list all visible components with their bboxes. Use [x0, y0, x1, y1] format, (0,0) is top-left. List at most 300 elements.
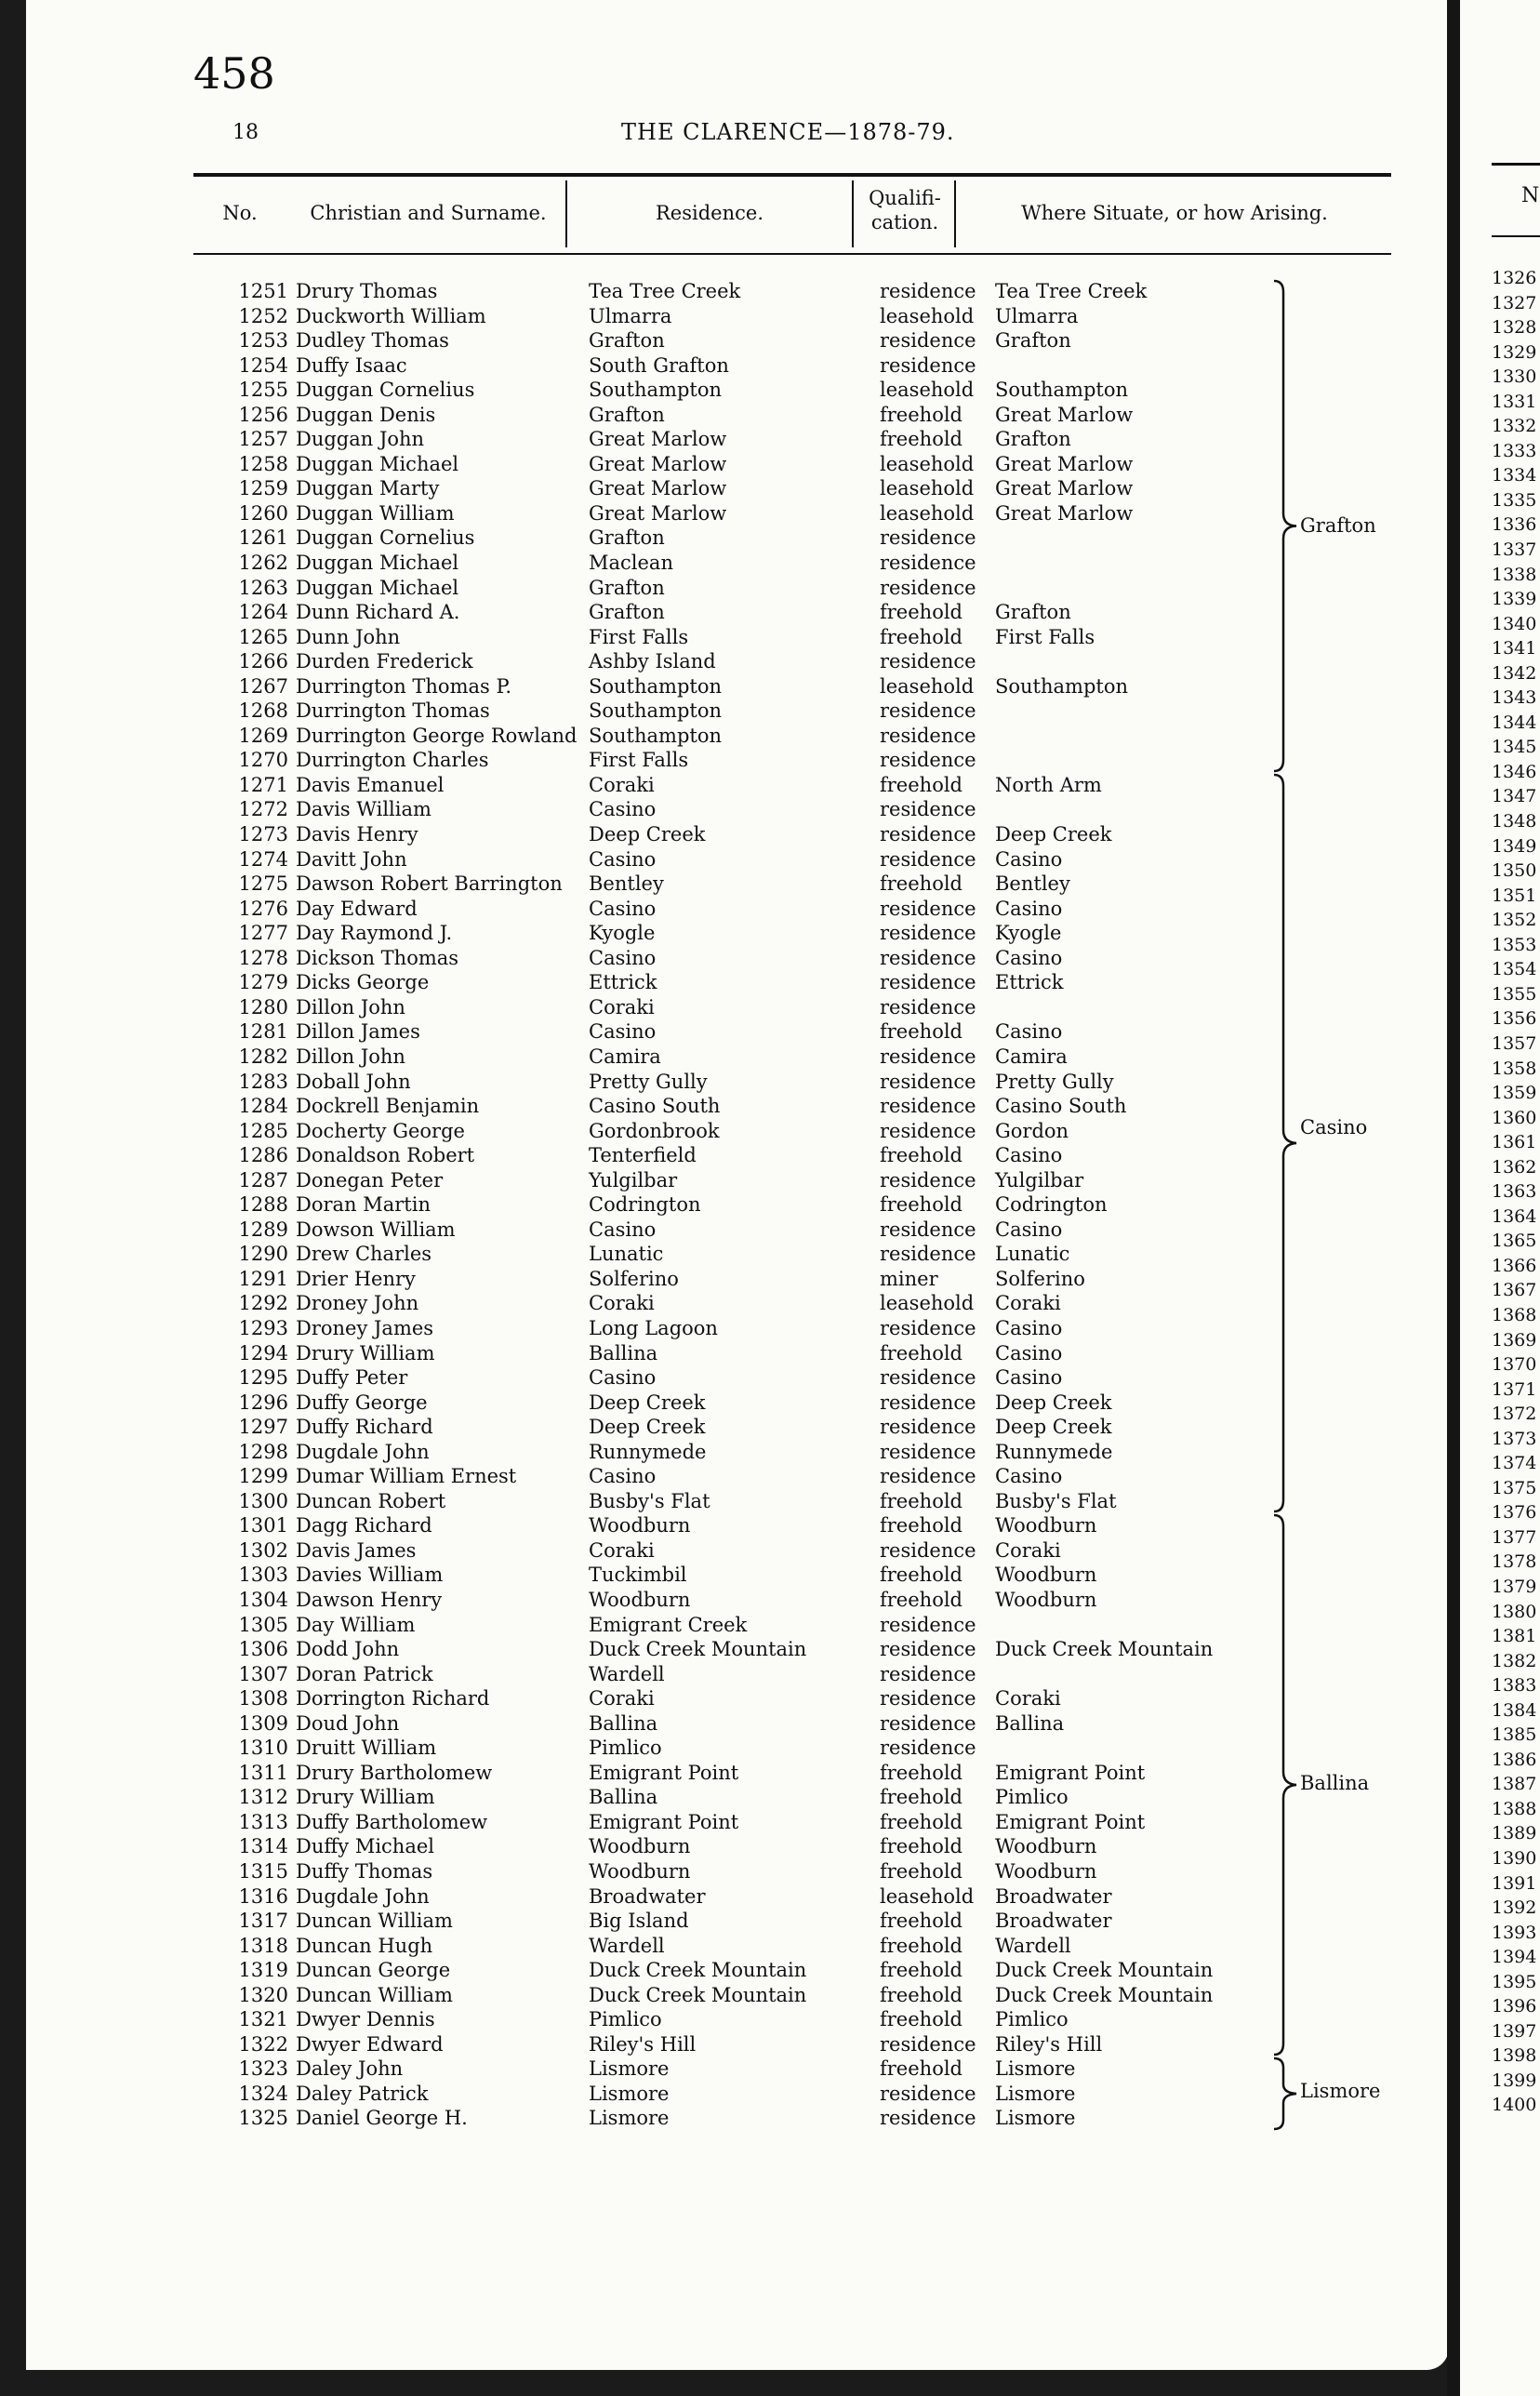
entry-qualification: freehold [880, 1144, 962, 1167]
entry-qualification: residence [880, 1638, 976, 1661]
entry-where-situate: Deep Creek [995, 1416, 1112, 1439]
running-head: THE CLARENCE—1878-79. [621, 119, 955, 145]
entry-qualification: residence [880, 1070, 976, 1093]
facing-entry-number: 1341 [1492, 638, 1537, 659]
header-divider-1 [565, 180, 567, 247]
table-row [212, 1662, 1384, 1687]
entry-residence: Casino [589, 1218, 657, 1241]
entry-residence: Casino [589, 798, 657, 821]
table-row [212, 526, 1384, 551]
entry-where-situate: Ettrick [995, 971, 1064, 994]
entry-residence: Woodburn [589, 1835, 691, 1858]
entry-where-situate: Woodburn [995, 1835, 1097, 1858]
table-row [212, 476, 1384, 501]
entry-number: 1256 [238, 403, 288, 426]
entry-number: 1318 [238, 1934, 288, 1957]
entry-number: 1305 [238, 1613, 288, 1636]
facing-entry-number: 1336 [1492, 514, 1537, 536]
entry-residence: Solferino [589, 1267, 679, 1290]
entry-number: 1313 [238, 1810, 288, 1833]
facing-entry-number: 1330 [1492, 366, 1537, 388]
entry-number: 1299 [238, 1465, 288, 1488]
entry-where-situate: Grafton [995, 601, 1071, 624]
entry-residence: Camira [589, 1045, 661, 1068]
entry-residence: Coraki [589, 1687, 655, 1710]
entry-qualification: freehold [880, 403, 962, 426]
facing-entry-number: 1374 [1492, 1453, 1537, 1474]
entry-where-situate: Southampton [995, 379, 1129, 402]
entry-where-situate: Coraki [995, 1687, 1061, 1710]
entry-residence: Southampton [589, 674, 723, 698]
facing-entry-number: 1352 [1492, 910, 1537, 931]
facing-entry-number: 1354 [1492, 959, 1537, 980]
facing-entry-number: 1382 [1492, 1650, 1537, 1671]
entry-residence: Tuckimbil [589, 1564, 687, 1587]
entry-number: 1274 [238, 847, 288, 871]
entry-where-situate: Casino [995, 1144, 1063, 1167]
table-row [212, 576, 1384, 601]
entry-name: Dowson William [296, 1218, 456, 1241]
entry-residence: Big Island [589, 1910, 689, 1933]
entry-residence: Casino [589, 1020, 657, 1044]
entry-where-situate: Pimlico [995, 1786, 1069, 1809]
table-row [212, 1785, 1384, 1810]
entry-name: Davis William [296, 798, 431, 821]
table-row [212, 970, 1384, 995]
table-row [212, 897, 1384, 922]
table-row [212, 1045, 1384, 1070]
entry-number: 1261 [238, 526, 288, 550]
table-row [212, 1686, 1384, 1711]
entry-name: Duckworth William [296, 304, 486, 327]
table-row [212, 748, 1384, 773]
entry-qualification: freehold [880, 1959, 962, 1982]
table-row [212, 452, 1384, 477]
entry-name: Duffy Isaac [296, 353, 407, 377]
page-gutter [1447, 0, 1460, 2396]
entry-name: Daley Patrick [296, 2082, 429, 2105]
entry-number: 1255 [238, 379, 288, 402]
facing-entry-number: 1395 [1492, 1971, 1537, 1992]
entry-residence: Great Marlow [589, 452, 727, 475]
table-row [212, 1736, 1384, 1761]
table-row [212, 1192, 1384, 1218]
entry-name: Day Edward [296, 897, 418, 920]
facing-entry-number: 1365 [1492, 1231, 1537, 1252]
entry-qualification: residence [880, 971, 976, 994]
entry-name: Duggan Michael [296, 552, 459, 575]
entry-where-situate: Casino [995, 1366, 1063, 1390]
entry-number: 1308 [238, 1687, 288, 1710]
entry-number: 1315 [238, 1860, 288, 1883]
entry-number: 1300 [238, 1489, 288, 1512]
entry-qualification: freehold [880, 1786, 962, 1809]
entry-qualification: leasehold [880, 379, 975, 402]
table-row [212, 724, 1384, 749]
entry-qualification: freehold [880, 1564, 962, 1587]
entry-name: Davis Henry [296, 823, 418, 846]
entry-qualification: residence [880, 1119, 976, 1142]
entry-number: 1272 [238, 798, 288, 821]
entry-residence: Ulmarra [589, 304, 672, 327]
entry-name: Dockrell Benjamin [296, 1095, 480, 1118]
entry-number: 1309 [238, 1711, 288, 1735]
entry-number: 1285 [238, 1119, 288, 1142]
entry-residence: Coraki [589, 1538, 655, 1562]
facing-entry-number: 1357 [1492, 1032, 1537, 1054]
entry-qualification: residence [880, 897, 976, 920]
entry-residence: Broadwater [589, 1884, 706, 1908]
entry-name: Duffy Thomas [296, 1860, 433, 1883]
facing-entry-number: 1340 [1492, 613, 1537, 634]
entry-number: 1321 [238, 2008, 288, 2031]
entry-number: 1278 [238, 946, 288, 969]
entry-qualification: residence [880, 847, 976, 871]
entry-name: Dodd John [296, 1638, 400, 1661]
entry-name: Durrington Thomas P. [296, 674, 512, 698]
facing-entry-number: 1392 [1492, 1897, 1537, 1919]
entry-name: Dagg Richard [296, 1514, 432, 1537]
entry-where-situate: Deep Creek [995, 823, 1112, 846]
entry-qualification: residence [880, 699, 976, 723]
facing-entry-number: 1367 [1492, 1280, 1537, 1301]
table-row [212, 2106, 1384, 2131]
table-row [212, 1884, 1384, 1910]
facing-entry-number: 1377 [1492, 1526, 1537, 1548]
entry-qualification: residence [880, 280, 976, 302]
entry-residence: Casino South [589, 1095, 721, 1118]
facing-entry-number: 1343 [1492, 687, 1537, 709]
entry-residence: Lismore [589, 2082, 670, 2105]
entry-number: 1303 [238, 1564, 288, 1587]
entry-number: 1316 [238, 1884, 288, 1908]
table-row [212, 1563, 1384, 1588]
facing-entry-number: 1386 [1492, 1749, 1537, 1770]
entry-number: 1314 [238, 1835, 288, 1858]
entry-where-situate: Ulmarra [995, 304, 1079, 327]
facing-entry-number: 1328 [1492, 317, 1537, 339]
entry-where-situate: Bentley [995, 872, 1070, 896]
table-row [212, 1859, 1384, 1884]
table-row [212, 625, 1384, 650]
entry-name: Dwyer Dennis [296, 2008, 435, 2031]
entry-number: 1296 [238, 1391, 288, 1414]
entry-name: Dillon James [296, 1020, 420, 1044]
entry-name: Dudley Thomas [296, 329, 449, 353]
entry-where-situate: Runnymede [995, 1440, 1113, 1463]
entry-name: Duffy Peter [296, 1366, 408, 1390]
entry-name: Durrington George Rowland [296, 724, 578, 747]
facing-entry-number: 1385 [1492, 1724, 1537, 1746]
table-row [212, 1810, 1384, 1835]
entry-residence: Long Lagoon [589, 1316, 718, 1339]
entry-number: 1252 [238, 304, 288, 327]
table-row [212, 1168, 1384, 1193]
header-bottom-rule [193, 253, 1391, 255]
entry-residence: Casino [589, 946, 657, 969]
entry-residence: Busby's Flat [589, 1489, 710, 1512]
entry-name: Dickson Thomas [296, 946, 459, 969]
facing-top-rule [1492, 163, 1540, 166]
facing-entry-number: 1393 [1492, 1922, 1537, 1943]
header-top-rule [193, 173, 1391, 177]
entry-number: 1257 [238, 428, 288, 451]
table-row [212, 1391, 1384, 1416]
facing-entry-number: 1391 [1492, 1872, 1537, 1894]
entry-qualification: freehold [880, 2057, 962, 2081]
table-row [212, 403, 1384, 428]
entry-name: Day Raymond J. [296, 922, 453, 945]
entry-name: Dunn John [296, 625, 401, 648]
entry-qualification: freehold [880, 1835, 962, 1858]
entry-name: Duggan John [296, 428, 425, 451]
entry-qualification: residence [880, 1465, 976, 1488]
entry-where-situate: Casino [995, 1218, 1063, 1241]
facing-entry-number: 1358 [1492, 1058, 1537, 1079]
table-row [212, 1761, 1384, 1786]
entry-residence: Casino [589, 1465, 657, 1488]
entry-residence: Pretty Gully [589, 1070, 708, 1093]
entry-number: 1304 [238, 1588, 288, 1611]
entry-number: 1283 [238, 1070, 288, 1093]
entry-where-situate: Woodburn [995, 1564, 1097, 1587]
entry-where-situate: Camira [995, 1045, 1068, 1068]
entry-number: 1290 [238, 1243, 288, 1266]
entry-number: 1288 [238, 1193, 288, 1217]
facing-entry-number: 1331 [1492, 391, 1537, 412]
facing-entry-number: 1351 [1492, 885, 1537, 906]
entry-where-situate: Woodburn [995, 1588, 1097, 1611]
district-ballina: Ballina [1300, 1772, 1370, 1794]
entry-number: 1279 [238, 971, 288, 994]
entry-qualification: residence [880, 1737, 976, 1760]
entry-residence: Deep Creek [589, 1416, 706, 1439]
district-lismore: Lismore [1300, 2080, 1381, 2102]
entry-number: 1282 [238, 1045, 288, 1068]
entry-where-situate: Casino [995, 847, 1063, 871]
entry-qualification: residence [880, 2032, 976, 2056]
facing-entry-number: 1390 [1492, 1848, 1537, 1869]
entry-qualification: residence [880, 1687, 976, 1710]
facing-entry-number: 1394 [1492, 1947, 1537, 1968]
entry-name: Duggan Michael [296, 452, 459, 475]
entry-qualification: freehold [880, 1860, 962, 1883]
register-rows [212, 279, 1384, 2131]
table-row [212, 1983, 1384, 2008]
table-row [212, 1464, 1384, 1489]
entry-where-situate: Great Marlow [995, 477, 1134, 500]
entry-where-situate: Grafton [995, 428, 1071, 451]
entry-where-situate: Tea Tree Creek [995, 280, 1148, 302]
entry-name: Doran Martin [296, 1193, 431, 1217]
entry-qualification: residence [880, 1416, 976, 1439]
facing-entry-number: 1335 [1492, 489, 1537, 511]
facing-entry-number: 1338 [1492, 564, 1537, 585]
entry-name: Donaldson Robert [296, 1144, 475, 1167]
header-divider-3 [954, 180, 956, 247]
entry-where-situate: Woodburn [995, 1514, 1097, 1537]
district-grafton: Grafton [1300, 514, 1376, 537]
entry-residence: Coraki [589, 773, 655, 796]
entry-number: 1322 [238, 2032, 288, 2056]
facing-entry-number: 1347 [1492, 786, 1537, 807]
facing-entry-number: 1366 [1492, 1255, 1537, 1276]
entry-residence: Great Marlow [589, 428, 727, 451]
entry-residence: Woodburn [589, 1514, 691, 1537]
register-page [26, 0, 1449, 2370]
entry-name: Day William [296, 1613, 416, 1636]
table-row [212, 1365, 1384, 1391]
entry-qualification: freehold [880, 1489, 962, 1512]
entry-where-situate: Lismore [995, 2057, 1076, 2081]
entry-residence: Ashby Island [589, 650, 716, 673]
table-row [212, 1094, 1384, 1119]
table-row [212, 699, 1384, 724]
table-row [212, 1316, 1384, 1341]
facing-entry-number: 1337 [1492, 539, 1537, 561]
entry-number: 1258 [238, 452, 288, 475]
entry-residence: Grafton [589, 576, 665, 599]
entry-name: Duncan William [296, 1910, 453, 1933]
entry-qualification: residence [880, 526, 976, 550]
col-header-name: Christian and Surname. [310, 202, 547, 224]
facing-entry-number: 1349 [1492, 835, 1537, 857]
entry-where-situate: Casino [995, 1020, 1063, 1044]
entry-name: Docherty George [296, 1119, 465, 1142]
entry-qualification: leasehold [880, 304, 975, 327]
entry-qualification: residence [880, 749, 976, 772]
entry-where-situate: Great Marlow [995, 403, 1134, 426]
brace-lismore [1272, 2057, 1300, 2131]
entry-where-situate: North Arm [995, 773, 1102, 796]
facing-entry-number: 1398 [1492, 2045, 1537, 2067]
entry-residence: Southampton [589, 699, 723, 723]
entry-qualification: residence [880, 353, 976, 377]
col-header-no: No. [222, 202, 258, 224]
entry-residence: Casino [589, 847, 657, 871]
entry-qualification: freehold [880, 1810, 962, 1833]
entry-qualification: freehold [880, 1983, 962, 2006]
entry-qualification: residence [880, 995, 976, 1018]
entry-qualification: leasehold [880, 501, 975, 525]
entry-qualification: miner [880, 1267, 938, 1290]
entry-qualification: freehold [880, 428, 962, 451]
table-row [212, 847, 1384, 872]
entry-where-situate: Great Marlow [995, 452, 1134, 475]
entry-residence: Great Marlow [589, 477, 727, 500]
entry-where-situate: Kyogle [995, 922, 1062, 945]
entry-qualification: leasehold [880, 477, 975, 500]
facing-entry-number: 1355 [1492, 983, 1537, 1005]
entry-name: Dwyer Edward [296, 2032, 444, 2056]
entry-number: 1271 [238, 773, 288, 796]
entry-name: Duggan Cornelius [296, 526, 475, 550]
entry-name: Duncan William [296, 1983, 453, 2006]
entry-qualification: residence [880, 1711, 976, 1735]
entry-residence: Ballina [589, 1711, 658, 1735]
entry-residence: Tenterfield [589, 1144, 697, 1167]
entry-where-situate: Wardell [995, 1934, 1071, 1957]
table-row [212, 1489, 1384, 1514]
entry-name: Duffy George [296, 1391, 428, 1414]
table-row [212, 2057, 1384, 2082]
entry-where-situate: Broadwater [995, 1884, 1112, 1908]
entry-number: 1269 [238, 724, 288, 747]
entry-where-situate: Coraki [995, 1292, 1061, 1315]
entry-number: 1293 [238, 1316, 288, 1339]
entry-residence: Wardell [589, 1662, 665, 1685]
entry-residence: Woodburn [589, 1588, 691, 1611]
facing-entry-number: 1361 [1492, 1132, 1537, 1153]
entry-number: 1295 [238, 1366, 288, 1390]
table-row [212, 2032, 1384, 2057]
facing-entry-number: 1388 [1492, 1798, 1537, 1819]
table-row [212, 1143, 1384, 1168]
entry-name: Druitt William [296, 1737, 437, 1760]
entry-residence: Maclean [589, 552, 673, 575]
entry-qualification: freehold [880, 1341, 962, 1364]
facing-col-header: N [1521, 184, 1540, 207]
entry-residence: Grafton [589, 329, 665, 353]
entry-number: 1275 [238, 872, 288, 896]
table-row [212, 649, 1384, 674]
facing-entry-number: 1384 [1492, 1699, 1537, 1721]
entry-name: Duffy Richard [296, 1416, 433, 1439]
facing-entry-number: 1396 [1492, 1996, 1537, 2017]
entry-qualification: residence [880, 1218, 976, 1241]
entry-where-situate: Busby's Flat [995, 1489, 1117, 1512]
entry-qualification: residence [880, 552, 976, 575]
entry-residence: Casino [589, 1366, 657, 1390]
entry-qualification: freehold [880, 1193, 962, 1217]
entry-residence: Casino [589, 897, 657, 920]
entry-qualification: freehold [880, 773, 962, 796]
folio-number: 458 [193, 48, 275, 99]
entry-number: 1273 [238, 823, 288, 846]
entry-where-situate: Yulgilbar [995, 1168, 1084, 1191]
entry-number: 1297 [238, 1416, 288, 1439]
entry-qualification: freehold [880, 601, 962, 624]
table-row [212, 797, 1384, 822]
facing-entry-number: 1372 [1492, 1404, 1537, 1425]
entry-name: Dillon John [296, 1045, 405, 1068]
entry-name: Dugdale John [296, 1440, 430, 1463]
entry-name: Duggan Michael [296, 576, 459, 599]
entry-residence: Gordonbrook [589, 1119, 720, 1142]
entry-name: Dugdale John [296, 1884, 430, 1908]
entry-residence: Codrington [589, 1193, 701, 1217]
facing-entry-number: 1350 [1492, 860, 1537, 882]
brace-grafton [1272, 279, 1300, 773]
entry-number: 1267 [238, 674, 288, 698]
entry-where-situate: Lunatic [995, 1243, 1070, 1266]
entry-number: 1317 [238, 1910, 288, 1933]
facing-number-column [1492, 266, 1536, 2118]
table-row [212, 1267, 1384, 1292]
table-row [212, 328, 1384, 353]
facing-entry-number: 1326 [1492, 268, 1537, 288]
facing-entry-number: 1333 [1492, 440, 1537, 461]
entry-qualification: freehold [880, 872, 962, 896]
entry-residence: First Falls [589, 749, 689, 772]
entry-name: Drury William [296, 1341, 435, 1364]
facing-entry-number: 1380 [1492, 1601, 1537, 1622]
entry-where-situate: Great Marlow [995, 501, 1134, 525]
entry-number: 1262 [238, 552, 288, 575]
table-row [212, 674, 1384, 699]
entry-where-situate: Casino [995, 1341, 1063, 1364]
entry-number: 1312 [238, 1786, 288, 1809]
